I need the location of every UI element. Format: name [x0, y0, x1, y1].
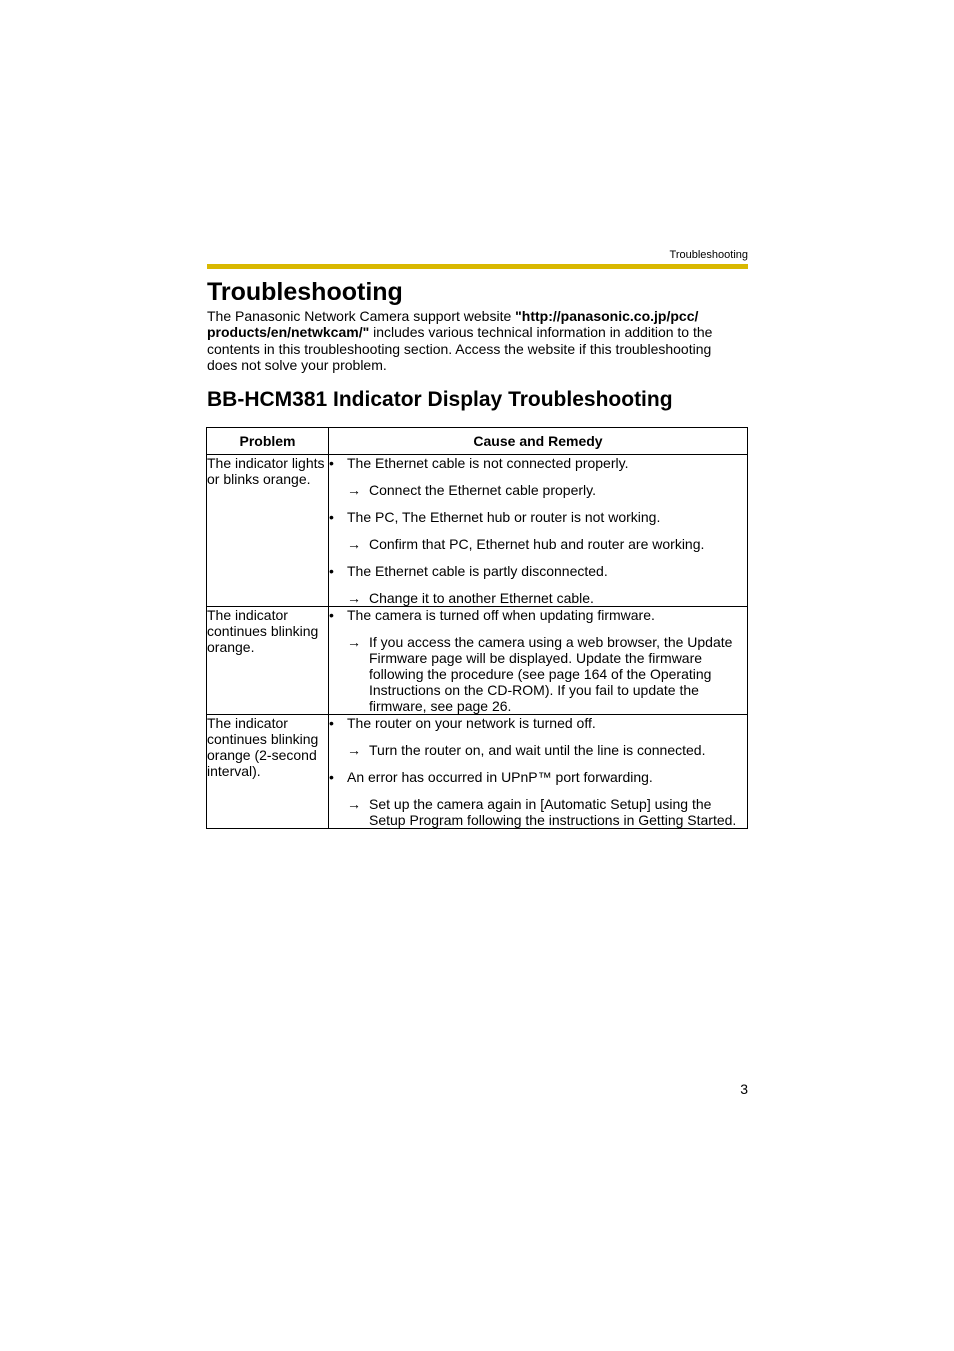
- cause-remedy-column-header: Cause and Remedy: [329, 428, 748, 455]
- page-title: Troubleshooting: [207, 278, 403, 306]
- arrow-right-icon: →: [347, 634, 361, 650]
- problem-column-header: Problem: [207, 428, 329, 455]
- cause-text: The router on your network is turned off.: [347, 715, 596, 731]
- bullet-icon: •: [329, 607, 334, 623]
- arrow-right-icon: →: [347, 482, 361, 498]
- remedy-text: Set up the camera again in [Automatic Setup] using the Setup Program following the instructions in Getting Started.: [369, 796, 737, 828]
- remedy-text: If you access the camera using a web browser, the Update Firmware page will be displayed. Update the firmware following the procedure (see page 164 of the Operating Instructions on the CD-ROM). If you fail to update the firmware, see page 26.: [369, 634, 733, 714]
- cause-text: The Ethernet cable is partly disconnected.: [347, 563, 608, 579]
- arrow-right-icon: →: [347, 796, 361, 812]
- troubleshooting-table: [206, 427, 748, 829]
- cause-item: [329, 769, 747, 785]
- support-website-url: "http://panasonic.co.jp/pcc/ products/en/netwkcam/": [207, 308, 699, 341]
- table-row: [207, 607, 748, 715]
- table-row: [207, 455, 748, 607]
- remedy-item: [347, 536, 747, 552]
- remedy-item: [347, 634, 747, 714]
- cause-remedy-cell: [329, 715, 748, 829]
- table-header-row: [207, 428, 748, 455]
- remedy-text: Confirm that PC, Ethernet hub and router are working.: [369, 536, 705, 552]
- cause-remedy-cell: [329, 455, 748, 607]
- problem-cell: The indicator lights or blinks orange.: [207, 455, 329, 607]
- running-header: Troubleshooting: [669, 249, 748, 261]
- cause-item: [329, 563, 747, 579]
- arrow-right-icon: →: [347, 590, 361, 606]
- cause-item: [329, 455, 747, 471]
- cause-remedy-cell: [329, 607, 748, 715]
- table-row: [207, 715, 748, 829]
- bullet-icon: •: [329, 455, 334, 471]
- remedy-item: [347, 482, 747, 498]
- problem-cell: The indicator continues blinking orange (2-second interval).: [207, 715, 329, 829]
- remedy-item: [347, 742, 747, 758]
- cause-item: [329, 509, 747, 525]
- remedy-item: [347, 590, 747, 606]
- section-title: BB-HCM381 Indicator Display Troubleshooting: [207, 388, 673, 411]
- intro-text-before: The Panasonic Network Camera support website: [207, 308, 516, 324]
- bullet-icon: •: [329, 509, 334, 525]
- problem-cell: The indicator continues blinking orange.: [207, 607, 329, 715]
- cause-text: An error has occurred in UPnP™ port forwarding.: [347, 769, 653, 785]
- cause-text: The PC, The Ethernet hub or router is not working.: [347, 509, 661, 525]
- header-rule: [207, 264, 748, 269]
- bullet-icon: •: [329, 769, 334, 785]
- remedy-item: [347, 796, 747, 828]
- intro-text-after: includes various technical information in addition to the contents in this troubleshooting section. Access the website if this troubleshooting does not solve your problem.: [207, 324, 713, 373]
- bullet-icon: •: [329, 715, 334, 731]
- remedy-text: Turn the router on, and wait until the line is connected.: [369, 742, 706, 758]
- cause-text: The Ethernet cable is not connected properly.: [347, 455, 629, 471]
- intro-paragraph: [207, 308, 737, 373]
- remedy-text: Change it to another Ethernet cable.: [369, 590, 594, 606]
- arrow-right-icon: →: [347, 742, 361, 758]
- arrow-right-icon: →: [347, 536, 361, 552]
- bullet-icon: •: [329, 563, 334, 579]
- cause-item: [329, 715, 747, 731]
- cause-item: [329, 607, 747, 623]
- page-number: 3: [740, 1081, 748, 1097]
- cause-text: The camera is turned off when updating firmware.: [347, 607, 655, 623]
- remedy-text: Connect the Ethernet cable properly.: [369, 482, 596, 498]
